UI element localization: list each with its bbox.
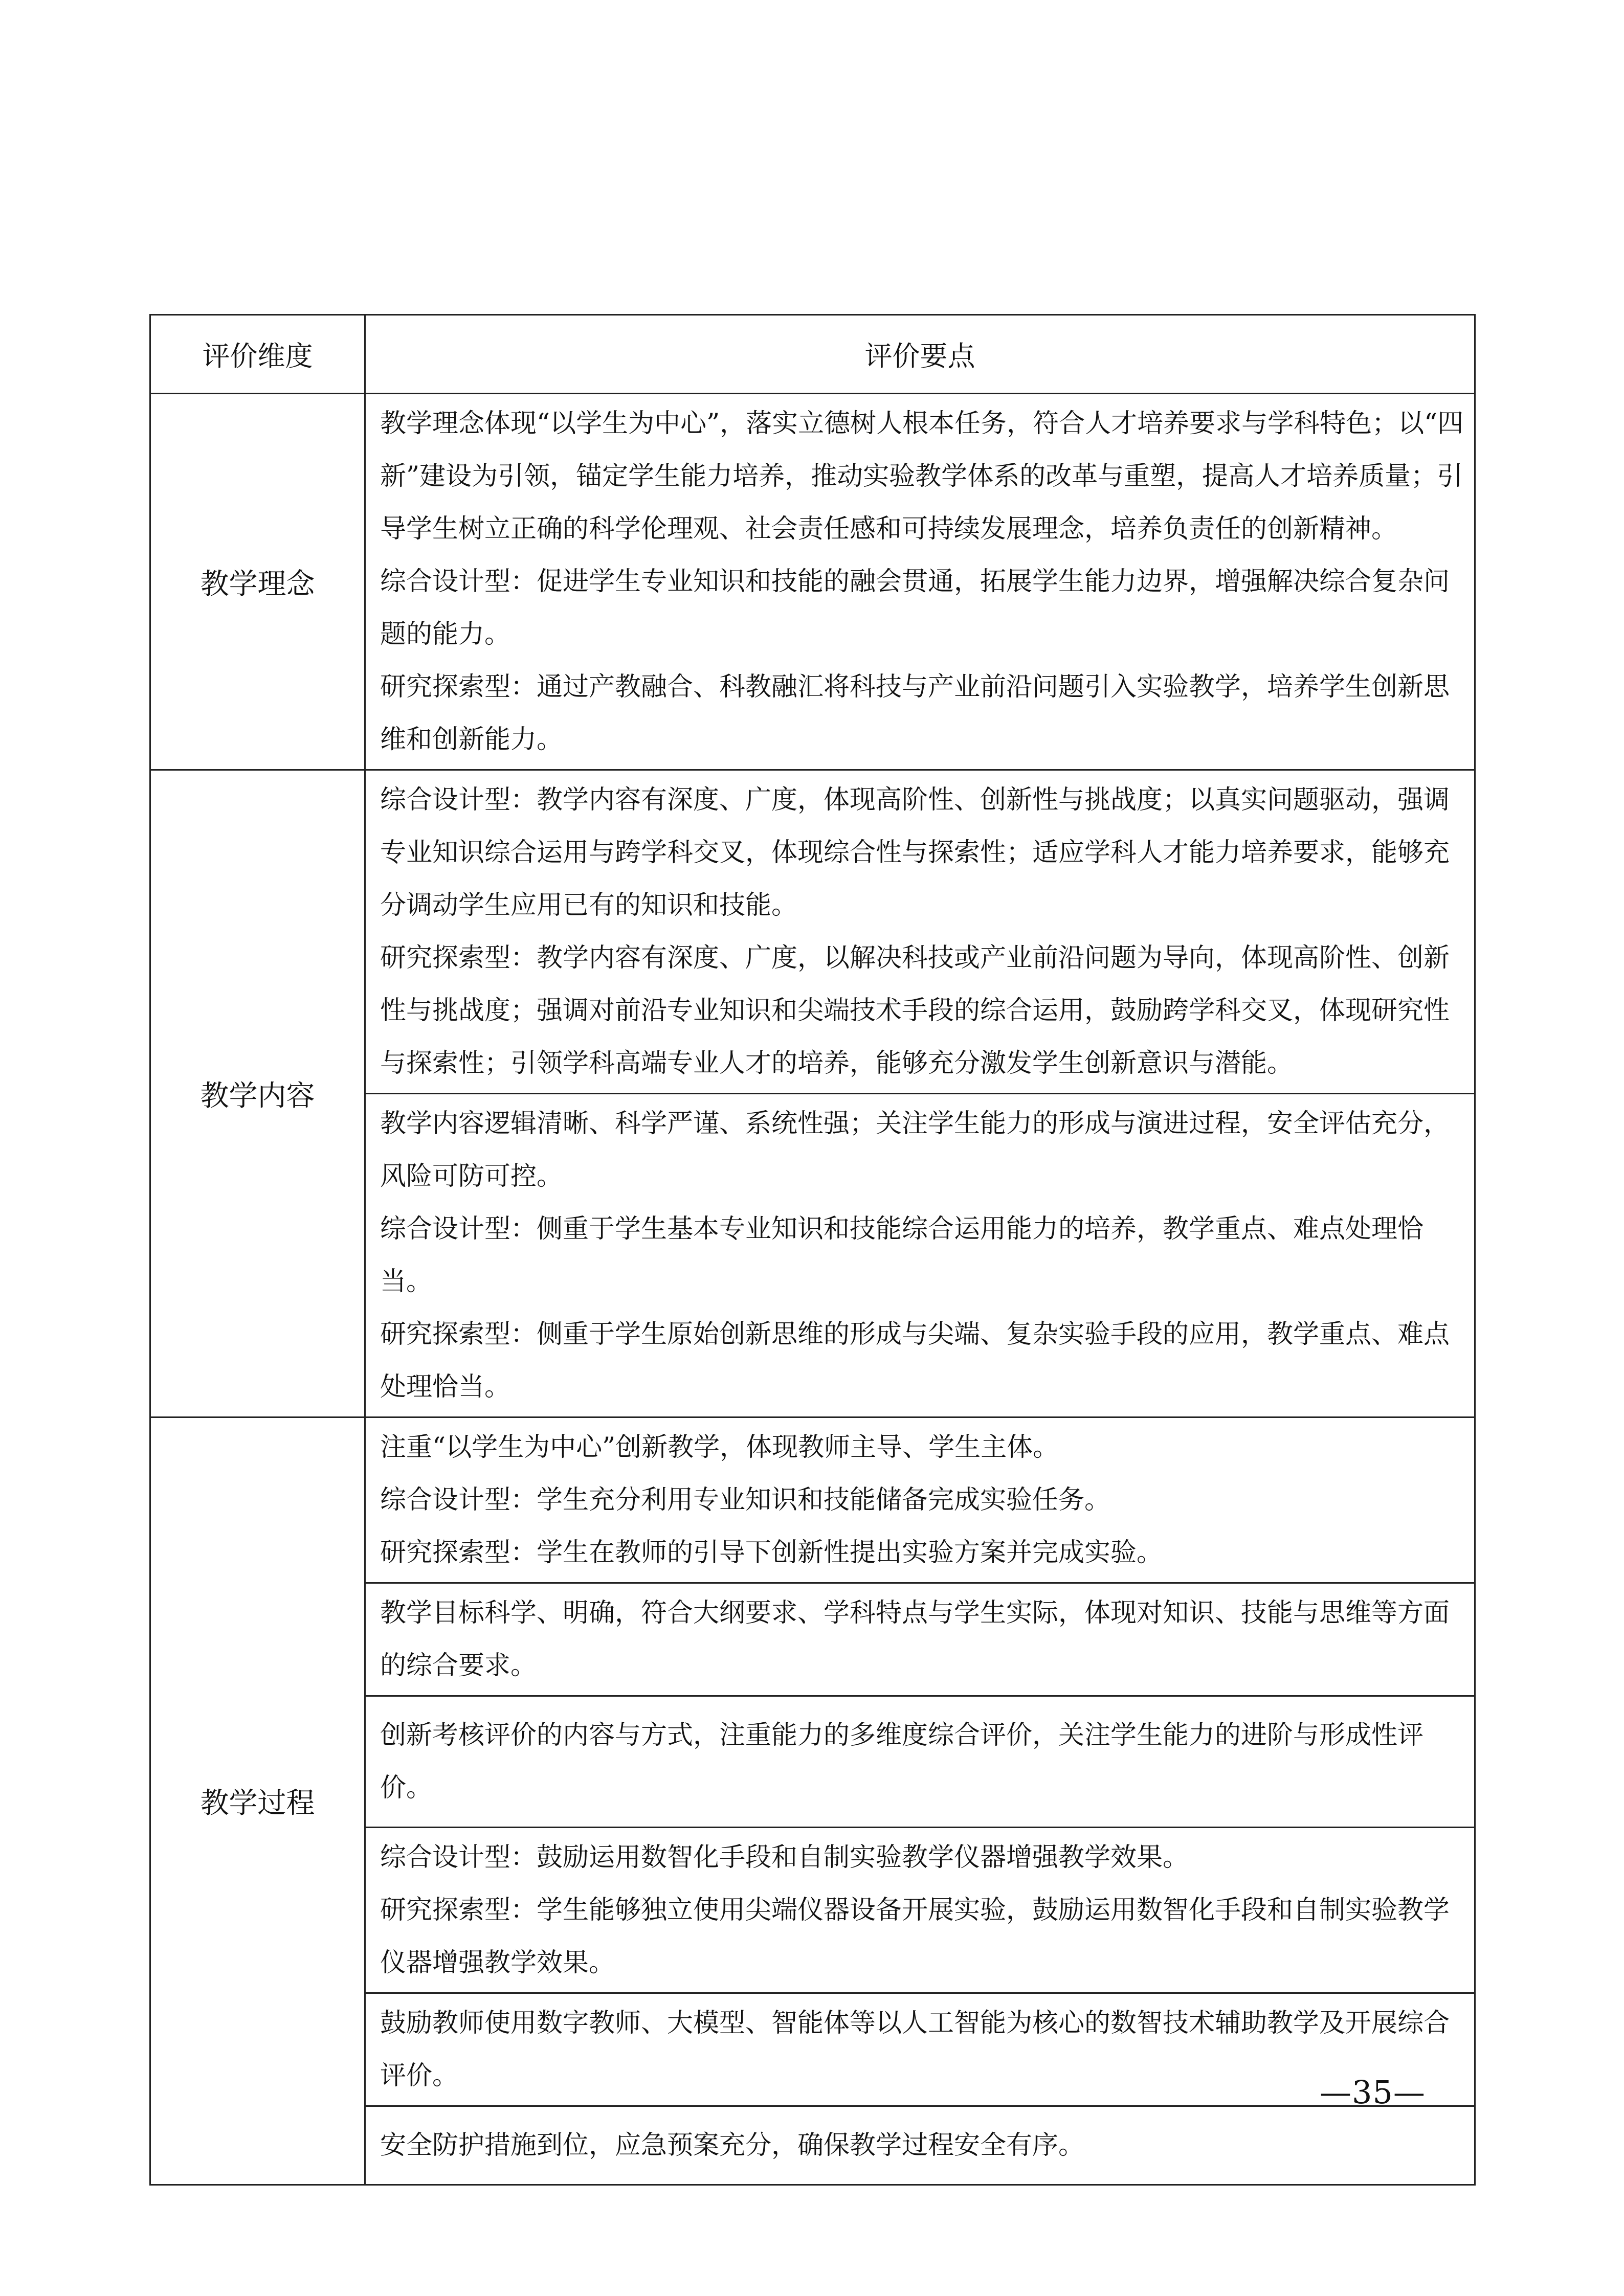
page-number: —35— — [1320, 2074, 1426, 2111]
point-text: 综合设计型：促进学生专业知识和技能的融会贯通，拓展学生能力边界，增强解决综合复杂问题的能力。 — [380, 567, 1450, 649]
table-row — [150, 1417, 1475, 1583]
table-header-row — [150, 315, 1475, 394]
points-cell — [365, 1094, 1475, 1417]
header-dimension: 评价维度 — [150, 315, 365, 394]
points-cell — [365, 1417, 1475, 1583]
point-text: 综合设计型：教学内容有深度、广度，体现高阶性、创新性与挑战度；以真实问题驱动，强调专业知识综合运用与跨学科交叉，体现综合性与探索性；适应学科人才能力培养要求，能够充分调动学生应用已有的知识和技能。 — [380, 785, 1450, 920]
points-cell — [365, 1696, 1475, 1828]
point-text: 研究探索型：侧重于学生原始创新思维的形成与尖端、复杂实验手段的应用，教学重点、难点处理恰当。 — [380, 1319, 1450, 1402]
points-cell — [365, 770, 1475, 1094]
point-text: 注重“以学生为中心”创新教学，体现教师主导、学生主体。 — [380, 1432, 1059, 1462]
point-text: 研究探索型：教学内容有深度、广度，以解决科技或产业前沿问题为导向，体现高阶性、创新性与挑战度；强调对前沿专业知识和尖端技术手段的综合运用，鼓励跨学科交叉，体现研究性与探索性；引领学科高端专业人才的培养，能够充分激发学生创新意识与潜能。 — [380, 943, 1450, 1078]
point-text: 鼓励教师使用数字教师、大模型、智能体等以人工智能为核心的数智技术辅助教学及开展综合评价。 — [380, 2008, 1450, 2091]
points-cell — [365, 1828, 1475, 1993]
points-cell — [365, 2106, 1475, 2185]
points-cell — [365, 394, 1475, 770]
evaluation-table — [149, 314, 1476, 2186]
points-cell — [365, 1583, 1475, 1696]
point-text: 教学理念体现“以学生为中心”，落实立德树人根本任务，符合人才培养要求与学科特色；以“四新”建设为引领，锚定学生能力培养，推动实验教学体系的改革与重塑，提高人才培养质量；引导学生树立正确的科学伦理观、社会责任感和可持续发展理念，培养负责任的创新精神。 — [380, 409, 1464, 544]
point-text: 教学目标科学、明确，符合大纲要求、学科特点与学生实际，体现对知识、技能与思维等方面的综合要求。 — [380, 1598, 1450, 1681]
table-row — [150, 770, 1475, 1094]
point-text: 综合设计型：鼓励运用数智化手段和自制实验教学仪器增强教学效果。 — [380, 1842, 1189, 1873]
dimension-cell: 教学内容 — [150, 770, 365, 1417]
dimension-cell: 教学过程 — [150, 1417, 365, 2185]
points-cell — [365, 1993, 1475, 2106]
point-text: 综合设计型：学生充分利用专业知识和技能储备完成实验任务。 — [380, 1485, 1111, 1515]
point-text: 研究探索型：学生能够独立使用尖端仪器设备开展实验，鼓励运用数智化手段和自制实验教学仪器增强教学效果。 — [380, 1895, 1450, 1978]
table-row — [150, 394, 1475, 770]
dimension-cell: 教学理念 — [150, 394, 365, 770]
header-points: 评价要点 — [365, 315, 1475, 394]
point-text: 综合设计型：侧重于学生基本专业知识和技能综合运用能力的培养，教学重点、难点处理恰当。 — [380, 1214, 1424, 1297]
point-text: 研究探索型：学生在教师的引导下创新性提出实验方案并完成实验。 — [380, 1538, 1163, 1568]
point-text: 教学内容逻辑清晰、科学严谨、系统性强；关注学生能力的形成与演进过程，安全评估充分，风险可防可控。 — [380, 1109, 1450, 1191]
point-text: 安全防护措施到位，应急预案充分，确保教学过程安全有序。 — [380, 2130, 1085, 2160]
point-text: 创新考核评价的内容与方式，注重能力的多维度综合评价，关注学生能力的进阶与形成性评价。 — [380, 1720, 1424, 1803]
point-text: 研究探索型：通过产教融合、科教融汇将科技与产业前沿问题引入实验教学，培养学生创新思维和创新能力。 — [380, 672, 1450, 755]
